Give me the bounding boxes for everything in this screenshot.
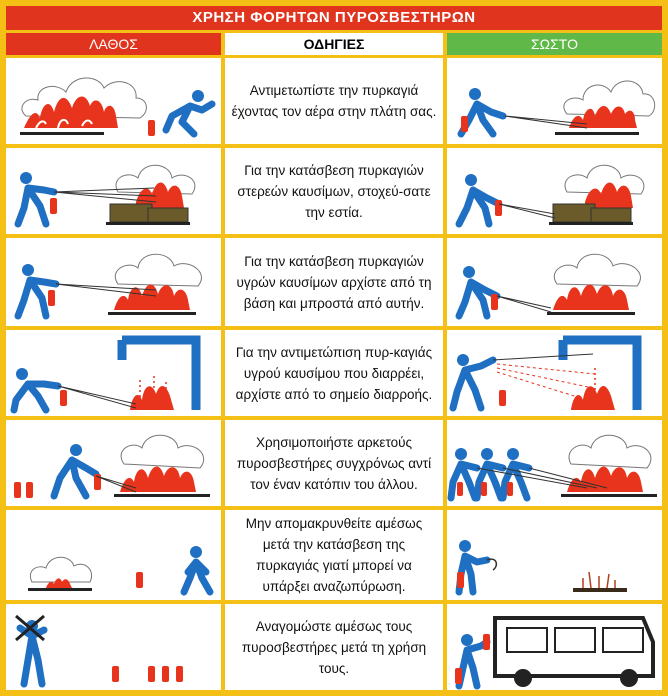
firefighter-facing-wind-icon <box>6 58 221 144</box>
row3-instruction: Για την κατάσβεση πυρκαγιών υγρών καυσίμων αρχίστε από τη βάση και μπροστά από αυτήν. <box>225 238 443 326</box>
row6-right-illustration <box>447 510 662 600</box>
stand-guard-icon <box>447 510 662 600</box>
aim-at-leak-icon <box>447 330 662 416</box>
aim-at-flames-icon <box>6 148 221 234</box>
row5-instruction: Χρησιμοποιήστε αρκετούς πυροσβεστήρες συγχρόνως αντί τον έναν κατόπιν του άλλου. <box>225 420 443 506</box>
row1-wrong-illustration <box>6 58 221 144</box>
aim-at-base-icon <box>447 148 662 234</box>
row1-right-illustration <box>447 58 662 144</box>
row6-instruction: Μην απομακρυνθείτε αμέσως μετά την κατάσβεση της πυρκαγιάς γιατί μπορεί να υπάρξει αναζωπύρωση. <box>225 510 443 600</box>
row1-instruction: Αντιμετωπίστε την πυρκαγιά έχοντας τον αέρα στην πλάτη σας. <box>225 58 443 144</box>
header-instructions: ΟΔΗΓΙΕΣ <box>225 33 443 55</box>
row5-wrong-illustration <box>6 420 221 506</box>
walk-away-icon <box>6 510 221 600</box>
row2-right-illustration <box>447 148 662 234</box>
row7-right-illustration <box>447 604 662 690</box>
header-wrong: ΛΑΘΟΣ <box>6 33 221 55</box>
row5-right-illustration <box>447 420 662 506</box>
row3-right-illustration <box>447 238 662 326</box>
row3-wrong-illustration <box>6 238 221 326</box>
row2-wrong-illustration <box>6 148 221 234</box>
firefighter-wind-behind-icon <box>447 58 662 144</box>
row4-right-illustration <box>447 330 662 416</box>
row2-instruction: Για την κατάσβεση πυρκαγιών στερεών καυσίμων, στοχεύ-σατε την εστία. <box>225 148 443 234</box>
empty-extinguishers-icon <box>6 604 221 690</box>
row4-wrong-illustration <box>6 330 221 416</box>
aim-at-puddle-icon <box>6 330 221 416</box>
header-right: ΣΩΣΤΟ <box>447 33 662 55</box>
one-at-a-time-icon <box>6 420 221 506</box>
row4-instruction: Για την αντιμετώπιση πυρ-καγιάς υγρού καυσίμου που διαρρέει, αρχίστε από το σημείο διαρροής. <box>225 330 443 416</box>
refill-van-icon <box>447 604 662 690</box>
poster-title: ΧΡΗΣΗ ΦΟΡΗΤΩΝ ΠΥΡΟΣΒΕΣΤΗΡΩΝ <box>6 6 662 30</box>
aim-at-front-base-icon <box>447 238 662 326</box>
row6-wrong-illustration <box>6 510 221 600</box>
simultaneous-icon <box>447 420 662 506</box>
row7-wrong-illustration <box>6 604 221 690</box>
aim-into-liquid-fire-icon <box>6 238 221 326</box>
row7-instruction: Αναγομώστε αμέσως τους πυροσβεστήρες μετά τη χρήση τους. <box>225 604 443 690</box>
